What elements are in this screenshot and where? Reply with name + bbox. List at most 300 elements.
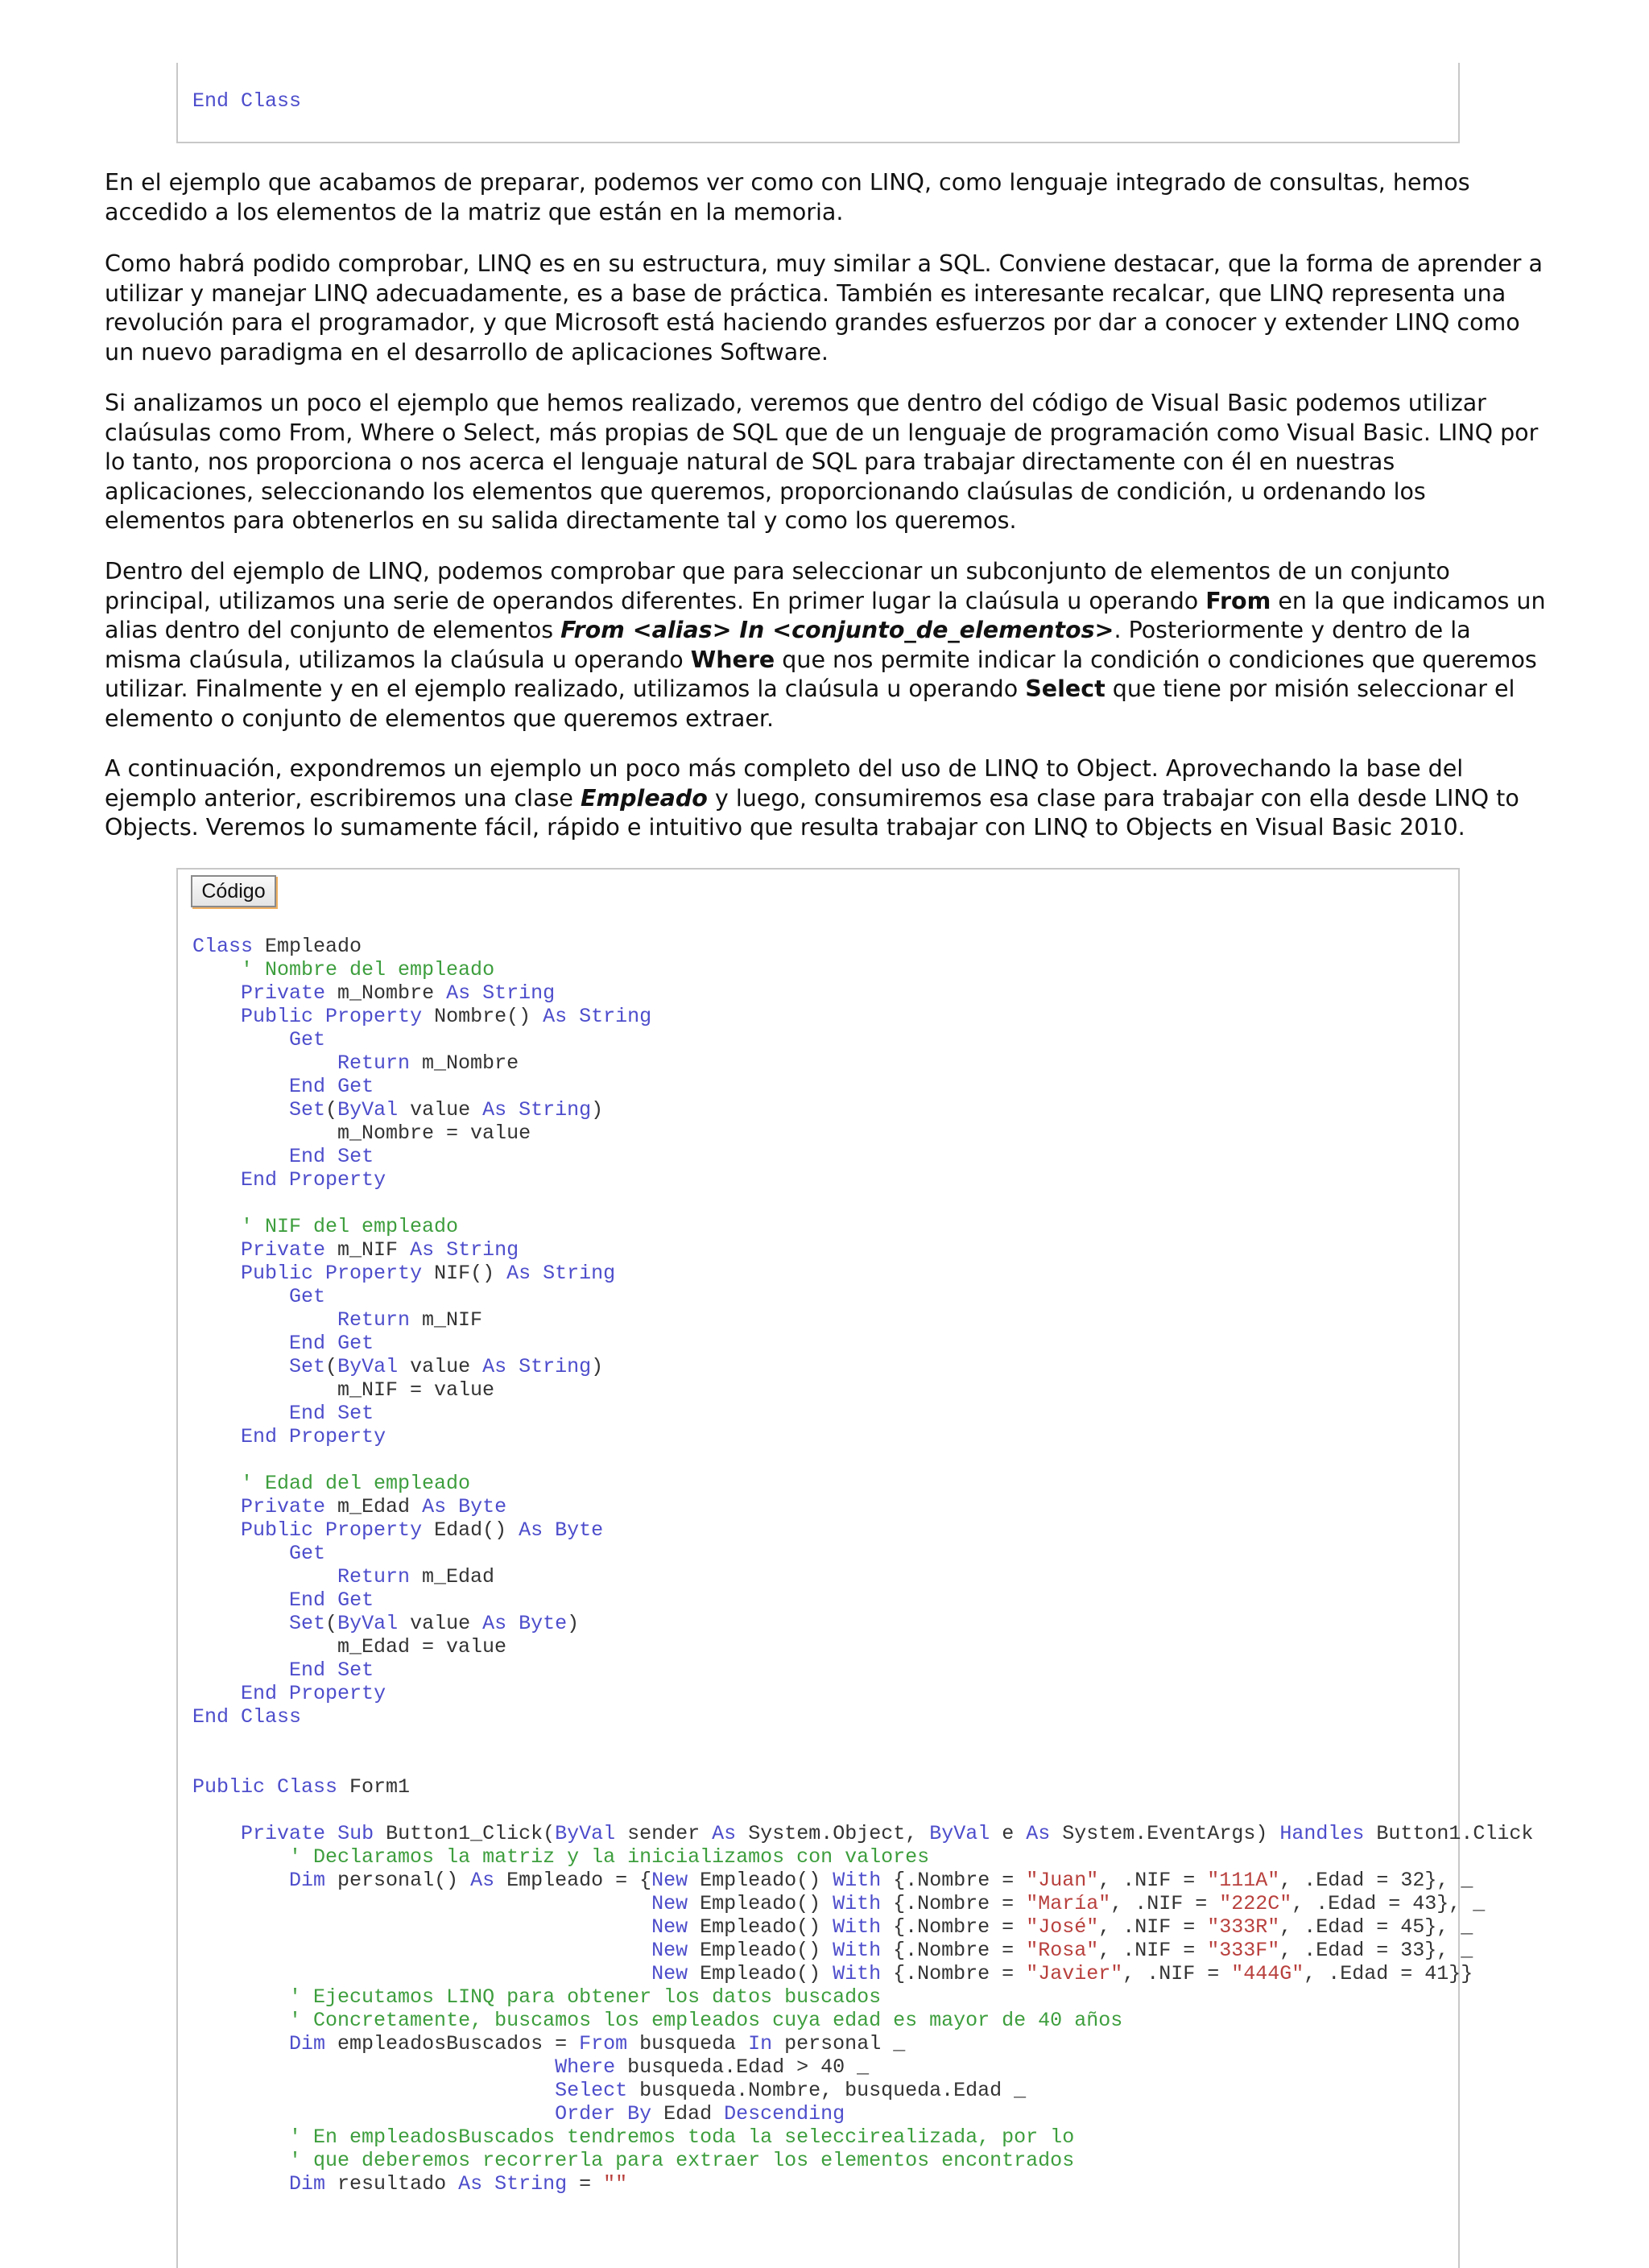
code-token <box>192 1962 651 1985</box>
bold-term-from: From <box>1205 587 1271 614</box>
code-line <box>192 1799 1533 1822</box>
code-token: m_NIF <box>410 1308 483 1332</box>
code-token: "111A" <box>1207 1869 1280 1892</box>
code-token: End <box>289 1145 326 1168</box>
text-run: Dentro del ejemplo de LINQ, podemos comprobar que para seleccionar un subconjunto de elementos de un conjunto principal, utilizamos una serie de operandos diferentes. En primer lugar la claúsula u operando <box>105 558 1450 614</box>
code-line <box>192 2125 1533 2149</box>
code-token: value <box>398 1355 483 1378</box>
code-token: e <box>990 1822 1027 1845</box>
code-token <box>192 1332 289 1355</box>
code-token: "333R" <box>1207 1915 1280 1939</box>
code-token: , .Edad = 32}, _ <box>1279 1869 1473 1892</box>
code-line <box>192 1168 1533 1192</box>
code-token <box>192 1005 241 1028</box>
code-token: ( <box>325 1355 338 1378</box>
code-token: With <box>833 1869 882 1892</box>
code-token: Return <box>337 1565 411 1588</box>
code-line <box>192 1285 1533 1308</box>
code-token: As <box>458 2172 483 2196</box>
code-token: ) <box>567 1612 580 1635</box>
code-token: As <box>470 1869 495 1892</box>
code-line <box>192 2172 1533 2196</box>
code-token: Public <box>241 1518 314 1542</box>
code-token <box>325 1659 337 1682</box>
code-token: System.Object, <box>736 1822 930 1845</box>
code-line <box>192 1892 1533 1915</box>
code-token: , .NIF = <box>1122 1962 1232 1985</box>
paragraph-4 <box>105 557 1546 733</box>
code-line <box>192 1612 1533 1635</box>
code-token <box>192 1051 337 1075</box>
code-token <box>192 1542 289 1565</box>
code-token: personal _ <box>772 2032 906 2055</box>
code-token: End <box>241 1682 278 1705</box>
code-line <box>192 1542 1533 1565</box>
code-token: ByVal <box>337 1612 399 1635</box>
code-token: As <box>519 1518 543 1542</box>
code-line <box>192 1775 1533 1799</box>
code-token <box>325 1145 337 1168</box>
code-token: sender <box>615 1822 713 1845</box>
code-line <box>192 1378 1533 1402</box>
code-token <box>192 1985 289 2009</box>
code-token <box>325 1075 337 1098</box>
code-line <box>192 1238 1533 1262</box>
code-token: "333F" <box>1207 1939 1280 1962</box>
code-token: System.EventArgs) <box>1050 1822 1280 1845</box>
code-token <box>192 1215 241 1238</box>
code-token <box>192 1612 289 1635</box>
code-token <box>192 1238 241 1262</box>
code-token: Empleado() <box>688 1939 833 1962</box>
code-token: Return <box>337 1051 411 1075</box>
code-token <box>192 1098 289 1122</box>
bold-term-select: Select <box>1025 675 1106 702</box>
code-token: Set <box>289 1098 326 1122</box>
code-token: resultado <box>325 2172 459 2196</box>
code-token: With <box>833 1962 882 1985</box>
code-token: "222C" <box>1219 1892 1292 1915</box>
paragraph-5 <box>105 754 1546 843</box>
code-token <box>192 1168 241 1192</box>
code-line <box>192 1262 1533 1285</box>
code-line <box>192 1822 1533 1845</box>
code-token <box>229 1705 241 1729</box>
code-token: Get <box>337 1075 374 1098</box>
code-token: ByVal <box>337 1098 399 1122</box>
code-token: String <box>482 981 556 1005</box>
code-token: m_Edad <box>325 1495 423 1518</box>
code-token <box>506 1098 519 1122</box>
code-token: Byte <box>458 1495 507 1518</box>
code-token: String <box>543 1262 616 1285</box>
code-line <box>192 1635 1533 1659</box>
code-line <box>192 1845 1533 1869</box>
code-token <box>506 1612 519 1635</box>
code-token: End <box>289 1332 326 1355</box>
code-token <box>192 1028 289 1051</box>
code-token <box>192 2102 555 2125</box>
code-token: End <box>289 1659 326 1682</box>
code-token <box>470 981 482 1005</box>
code-token: As <box>506 1262 531 1285</box>
code-token: Class <box>192 935 254 958</box>
text-run: y luego, consumiremos esa clase para trabajar con ella desde LINQ to Objects. Veremos lo sumamente fácil, rápido e intuitivo que resulta trabajar con LINQ to Objects en Visual Basic 2010. <box>105 784 1519 841</box>
code-token: , .NIF = <box>1098 1939 1208 1962</box>
code-line <box>192 1051 1533 1075</box>
text-run: . Posteriormente y dentro de la misma claúsula, utilizamos la claúsula u operando <box>105 617 1471 673</box>
code-token <box>543 1518 555 1542</box>
code-token <box>192 2125 289 2149</box>
code-token: Set <box>337 1145 374 1168</box>
code-token: As <box>446 981 471 1005</box>
code-token <box>192 2055 555 2079</box>
code-token: String <box>494 2172 568 2196</box>
code-token <box>531 1262 543 1285</box>
code-token: End <box>289 1402 326 1425</box>
bold-term-where: Where <box>690 646 775 673</box>
code-token: "444G" <box>1231 1962 1304 1985</box>
code-line <box>192 1005 1533 1028</box>
code-token: personal() <box>325 1869 471 1892</box>
code-token <box>192 1588 289 1612</box>
code-token: As <box>410 1238 435 1262</box>
code-line <box>192 2009 1533 2032</box>
code-token <box>277 1682 289 1705</box>
code-token <box>192 2172 289 2196</box>
code-token: Public <box>192 1775 266 1799</box>
code-token: Dim <box>289 2172 326 2196</box>
code-token: With <box>833 1939 882 1962</box>
code-token: End <box>241 1168 278 1192</box>
code-token: , .Edad = 43}, _ <box>1292 1892 1486 1915</box>
code-line <box>192 1308 1533 1332</box>
code-token <box>192 2149 289 2172</box>
code-token: ' que deberemos recorrerla para extraer los elementos encontrados <box>289 2149 1075 2172</box>
code-token: m_Edad <box>410 1565 495 1588</box>
code-token: ByVal <box>337 1355 399 1378</box>
code-token: End <box>192 1705 229 1729</box>
code-token <box>192 1869 289 1892</box>
code-token: In <box>748 2032 773 2055</box>
code-token: As <box>482 1612 507 1635</box>
code-token: As <box>1026 1822 1051 1845</box>
code-token: Empleado() <box>688 1892 833 1915</box>
code-token: "María" <box>1026 1892 1111 1915</box>
code-token: {.Nombre = <box>881 1892 1027 1915</box>
code-token: New <box>651 1869 688 1892</box>
code-line <box>192 1098 1533 1122</box>
code-token: String <box>519 1355 592 1378</box>
code-token: From <box>579 2032 628 2055</box>
code-token <box>192 1425 241 1448</box>
code-token: , .Edad = 33}, _ <box>1279 1939 1473 1962</box>
code-token: Public <box>241 1005 314 1028</box>
code-line <box>192 1075 1533 1098</box>
code-token: As <box>543 1005 568 1028</box>
code-token: Nombre() <box>422 1005 543 1028</box>
code-token <box>325 1588 337 1612</box>
code-token: Edad <box>651 2102 725 2125</box>
code-token <box>192 1845 289 1869</box>
code-line <box>192 1355 1533 1378</box>
code-token: Private <box>241 1822 326 1845</box>
code-token: m_NIF <box>325 1238 411 1262</box>
code-token <box>192 1285 289 1308</box>
code-token: Property <box>289 1682 386 1705</box>
code-line <box>192 1332 1533 1355</box>
code-token <box>313 1262 325 1285</box>
code-token: , .Edad = 41}} <box>1304 1962 1473 1985</box>
code-token: m_NIF = value <box>192 1378 495 1402</box>
code-line <box>192 1985 1533 2009</box>
code-token <box>434 1238 446 1262</box>
code-token: String <box>519 1098 592 1122</box>
code-token: Empleado <box>253 935 362 958</box>
code-token <box>506 1355 519 1378</box>
code-token: Button1_Click( <box>374 1822 556 1845</box>
code-token: Property <box>289 1425 386 1448</box>
code-token: {.Nombre = <box>881 1915 1027 1939</box>
code-line <box>192 1869 1533 1892</box>
code-token: Public <box>241 1262 314 1285</box>
code-token: As <box>712 1822 737 1845</box>
code-line <box>192 1752 1533 1775</box>
text-run: A continuación, expondremos un ejemplo un poco más completo del uso de LINQ to Object. Aprovechando la base del ejemplo anterior, escribiremos una clase <box>105 755 1464 812</box>
code-token: Edad() <box>422 1518 519 1542</box>
code-token: ByVal <box>555 1822 616 1845</box>
code-token <box>192 1565 337 1588</box>
code-token: ' Edad del empleado <box>241 1472 471 1495</box>
paragraph-1: En el ejemplo que acabamos de preparar, podemos ver como con LINQ, como lenguaje integrado de consultas, hemos accedido a los elementos de la matriz que están en la memoria. <box>105 169 1470 225</box>
code-token: Descending <box>724 2102 845 2125</box>
code-token <box>192 2032 289 2055</box>
code-token: "José" <box>1026 1915 1099 1939</box>
code-text: End Class <box>192 89 302 113</box>
code-token: With <box>833 1892 882 1915</box>
code-token <box>192 2009 289 2032</box>
code-token <box>192 1939 651 1962</box>
code-token: Class <box>241 1705 302 1729</box>
code-line <box>192 1028 1533 1051</box>
code-token: New <box>651 1892 688 1915</box>
code-token: End <box>241 1425 278 1448</box>
code-line <box>192 2079 1533 2102</box>
code-token <box>192 1262 241 1285</box>
code-token <box>313 1005 325 1028</box>
code-token: empleadosBuscados = <box>325 2032 580 2055</box>
code-token: busqueda.Edad > 40 _ <box>615 2055 870 2079</box>
code-token <box>277 1168 289 1192</box>
code-line <box>192 1495 1533 1518</box>
code-listing <box>192 935 1533 2196</box>
code-token: = <box>567 2172 604 2196</box>
code-token: m_Nombre = value <box>192 1122 531 1145</box>
code-token: ) <box>591 1355 604 1378</box>
bold-italic-syntax: From <alias> In <conjunto_de_elementos> <box>560 617 1114 643</box>
code-tab-label: Código <box>191 875 276 907</box>
code-line <box>192 1215 1533 1238</box>
code-line <box>192 1588 1533 1612</box>
code-token: String <box>579 1005 652 1028</box>
code-token: Property <box>325 1262 423 1285</box>
code-token: NIF() <box>422 1262 507 1285</box>
code-line <box>192 89 301 113</box>
code-token: , .NIF = <box>1098 1915 1208 1939</box>
code-token: Select <box>555 2079 628 2102</box>
code-token: Private <box>241 981 326 1005</box>
code-token: As <box>482 1355 507 1378</box>
code-token: Get <box>337 1588 374 1612</box>
code-token: , .NIF = <box>1110 1892 1220 1915</box>
code-token: Property <box>325 1005 423 1028</box>
code-token <box>192 1402 289 1425</box>
code-line <box>192 958 1533 981</box>
code-token <box>192 1075 289 1098</box>
code-token: ( <box>325 1612 338 1635</box>
code-token: ' Concretamente, buscamos los empleados cuya edad es mayor de 40 años <box>289 2009 1123 2032</box>
code-line <box>192 1192 1533 1215</box>
code-token: {.Nombre = <box>881 1939 1027 1962</box>
code-token: ' Ejecutamos LINQ para obtener los datos buscados <box>289 1985 882 2009</box>
code-token: "Javier" <box>1026 1962 1123 1985</box>
code-token <box>192 1892 651 1915</box>
code-token: Get <box>337 1332 374 1355</box>
code-token: Byte <box>519 1612 568 1635</box>
code-token <box>192 1308 337 1332</box>
code-token <box>192 981 241 1005</box>
code-token <box>192 2079 555 2102</box>
code-line <box>192 1472 1533 1495</box>
code-line <box>192 2055 1533 2079</box>
code-line <box>192 2032 1533 2055</box>
code-token <box>615 2102 627 2125</box>
code-token: Set <box>337 1659 374 1682</box>
code-token: New <box>651 1962 688 1985</box>
code-token: , .Edad = 45}, _ <box>1279 1915 1473 1939</box>
code-token: As <box>422 1495 447 1518</box>
paragraph-3: Si analizamos un poco el ejemplo que hemos realizado, veremos que dentro del código de Visual Basic podemos utilizar claúsulas como From, Where o Select, más propias de SQL que de un lenguaje de programación como Visual Basic. LINQ por lo tanto, nos proporciona o nos acerca el lenguaje natural de SQL para trabajar directamente con él en nuestras aplicaciones, seleccionando los elementos que queremos, proporcionando claúsulas de condición, u ordenando los elementos para obtenerlos en su salida directamente tal y como los queremos. <box>105 390 1539 534</box>
text-run: que nos permite indicar la condición o condiciones que queremos utilizar. Finalmente y en el ejemplo realizado, utilizamos la claúsula u operando <box>105 646 1537 702</box>
code-token <box>192 1822 241 1845</box>
code-token: ' Nombre del empleado <box>241 958 495 981</box>
code-line <box>192 981 1533 1005</box>
code-token: "Rosa" <box>1026 1939 1099 1962</box>
code-token: m_Nombre <box>410 1051 519 1075</box>
code-line <box>192 1659 1533 1682</box>
code-token <box>192 1915 651 1939</box>
code-token: Where <box>555 2055 616 2079</box>
code-token <box>567 1005 579 1028</box>
code-token <box>192 1355 289 1378</box>
code-token <box>265 1775 277 1799</box>
code-line <box>192 935 1533 958</box>
code-token: Get <box>289 1285 326 1308</box>
code-line <box>192 1425 1533 1448</box>
code-token: {.Nombre = <box>881 1962 1027 1985</box>
code-token: "" <box>603 2172 628 2196</box>
code-token: m_Edad = value <box>192 1635 507 1659</box>
code-token: Empleado() <box>688 1869 833 1892</box>
code-token: Empleado = { <box>494 1869 652 1892</box>
code-token <box>192 1472 241 1495</box>
code-token: Empleado() <box>688 1915 833 1939</box>
code-token <box>277 1425 289 1448</box>
code-token: Empleado() <box>688 1962 833 1985</box>
code-token: Byte <box>555 1518 604 1542</box>
code-token <box>192 958 241 981</box>
code-line <box>192 2102 1533 2125</box>
code-line <box>192 1402 1533 1425</box>
code-token: Handles <box>1279 1822 1365 1845</box>
code-token: ' Declaramos la matriz y la inicializamos con valores <box>289 1845 930 1869</box>
code-token <box>192 1145 289 1168</box>
code-block-continuation <box>176 63 1460 143</box>
code-token: Button1.Click <box>1364 1822 1534 1845</box>
code-token: {.Nombre = <box>881 1869 1027 1892</box>
code-line <box>192 1448 1533 1472</box>
code-token: Form1 <box>337 1775 411 1799</box>
code-line <box>192 1962 1533 1985</box>
text-run: que tiene por misión seleccionar el elemento o conjunto de elementos que queremos extraer. <box>105 675 1515 732</box>
code-line <box>192 1705 1533 1729</box>
code-token: Property <box>289 1168 386 1192</box>
code-token: Return <box>337 1308 411 1332</box>
code-token: , .NIF = <box>1098 1869 1208 1892</box>
code-token: Order <box>555 2102 616 2125</box>
code-token: Set <box>289 1355 326 1378</box>
code-token: m_Nombre <box>325 981 447 1005</box>
code-token: Get <box>289 1028 326 1051</box>
code-token: Get <box>289 1542 326 1565</box>
code-token <box>192 1518 241 1542</box>
code-token: ' En empleadosBuscados tendremos toda la seleccirealizada, por lo <box>289 2125 1075 2149</box>
code-token: Sub <box>337 1822 374 1845</box>
code-token <box>325 1402 337 1425</box>
code-token: ( <box>325 1098 338 1122</box>
code-token: Private <box>241 1495 326 1518</box>
code-line <box>192 1682 1533 1705</box>
code-token <box>313 1518 325 1542</box>
code-token: Set <box>289 1612 326 1635</box>
code-token: Set <box>337 1402 374 1425</box>
code-block <box>176 868 1534 2268</box>
code-token: Dim <box>289 2032 326 2055</box>
code-line <box>192 1729 1533 1752</box>
code-token <box>482 2172 494 2196</box>
code-token: ) <box>591 1098 604 1122</box>
code-token: Property <box>325 1518 423 1542</box>
code-line <box>192 1122 1533 1145</box>
code-token <box>325 1332 337 1355</box>
code-token: New <box>651 1939 688 1962</box>
bold-italic-class-name: Empleado <box>580 784 708 812</box>
code-token: Class <box>277 1775 338 1799</box>
code-token: ' NIF del empleado <box>241 1215 459 1238</box>
code-line <box>192 1939 1533 1962</box>
code-token <box>192 1659 289 1682</box>
code-token: With <box>833 1915 882 1939</box>
code-token: End <box>289 1075 326 1098</box>
code-token: As <box>482 1098 507 1122</box>
code-line <box>192 2149 1533 2172</box>
code-token <box>446 1495 458 1518</box>
code-token: Dim <box>289 1869 326 1892</box>
code-token <box>192 1495 241 1518</box>
code-token: value <box>398 1098 483 1122</box>
code-token: value <box>398 1612 483 1635</box>
code-token: New <box>651 1915 688 1939</box>
